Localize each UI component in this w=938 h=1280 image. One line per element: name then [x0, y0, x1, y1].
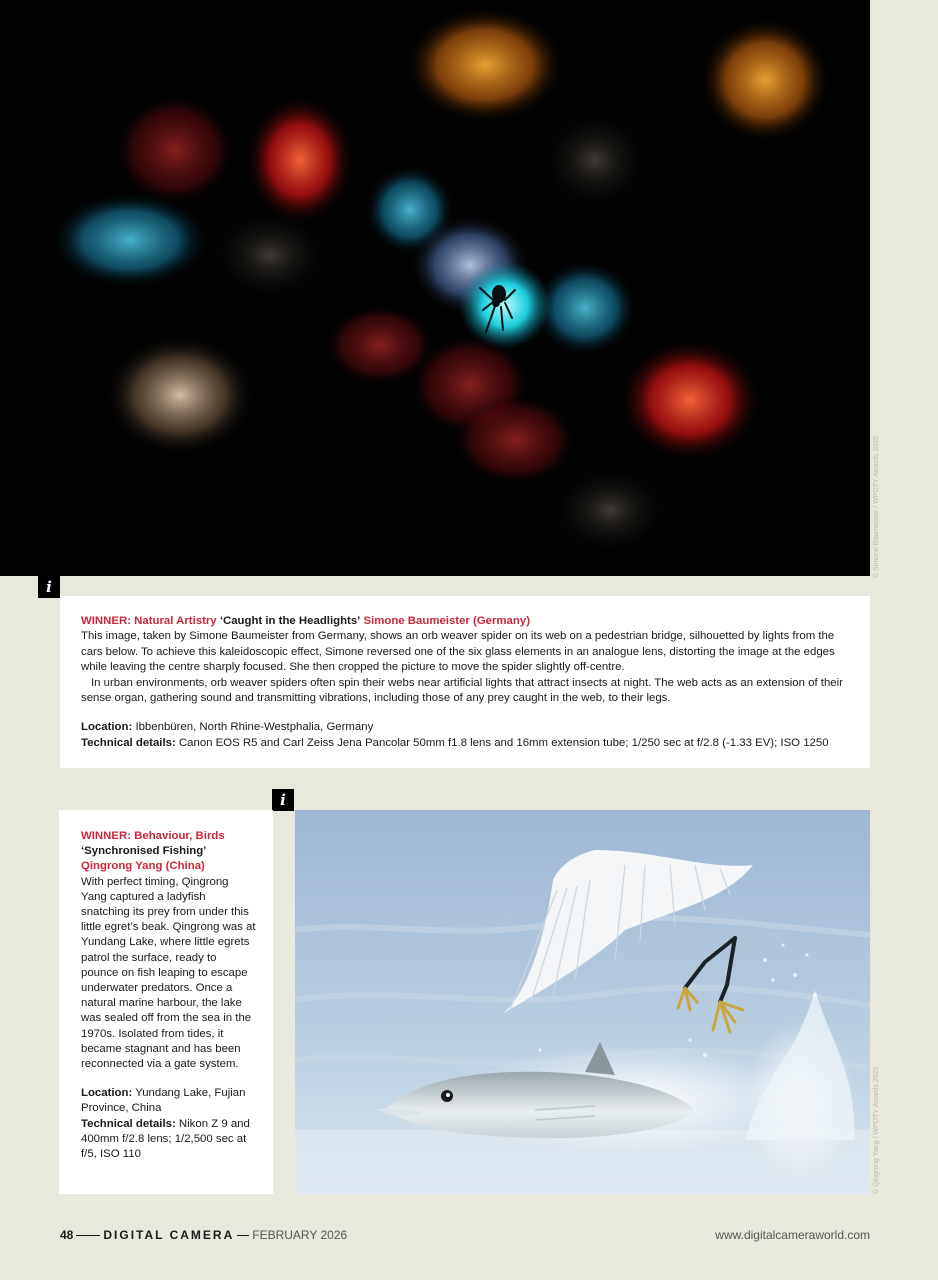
magazine-name: DIGITAL CAMERA — [103, 1228, 235, 1242]
divider — [237, 1235, 249, 1236]
technical-details-line — [81, 1117, 257, 1163]
location-line — [81, 720, 849, 735]
info-icon: i — [272, 789, 294, 811]
technical-label: Technical details: — [81, 1117, 176, 1130]
photo-credit-bottom: © Qingrong Yang / WPOTY Awards 2025 — [873, 1066, 880, 1194]
winner-category-label: WINNER: Behaviour, Birds — [81, 830, 225, 842]
divider — [76, 1235, 100, 1236]
image-title: ‘Caught in the Headlights’ — [219, 615, 361, 627]
location-label: Location: — [81, 721, 133, 734]
spider-headlights-photo — [0, 0, 870, 576]
info-icon: i — [38, 576, 60, 598]
location-value: Ibbenbüren, North Rhine-Westphalia, Germany — [135, 721, 374, 734]
location-value: Yundang Lake, Fujian Province, China — [81, 1087, 246, 1115]
technical-details-line — [81, 736, 849, 751]
technical-value: Nikon Z 9 and 400mm f/2.8 lens; 1/2,500 sec at f/5, ISO 110 — [81, 1117, 250, 1161]
winner-category-label: WINNER: Natural Artistry — [81, 615, 217, 627]
photo-credit-top: © Simone Baumeister / WPOTY Awards 2025 — [873, 436, 880, 578]
caption-headline — [81, 614, 849, 629]
caption-paragraph: In urban environments, orb weaver spiders often spin their webs near artificial lights that attract insects at night. The web acts as an extension of their sense organ, gathering sound and transmitting vibrations, including those of any prey caught in the web, to their legs. — [81, 676, 843, 705]
technical-value: Canon EOS R5 and Carl Zeiss Jena Pancolar 50mm f1.8 lens and 16mm extension tube; 1/250 sec at f/2.8 (-1.33 EV); ISO 1250 — [178, 736, 829, 749]
issue-date: FEBRUARY 2026 — [252, 1228, 348, 1242]
location-label: Location: — [81, 1087, 133, 1100]
caption-paragraph: With perfect timing, Qingrong Yang captured a ladyfish snatching its prey from under this little egret’s beak. Qingrong was at Yundang Lake, where little egrets patrol the surface, ready to pounce on fish leaping to escape underwater predators. Once a natural marine harbour, the lake was sealed off from the sea in the 1970s. Isolated from tides, it became stagnant and has been reconnected via a gate system. — [81, 875, 256, 1071]
location-line — [81, 1086, 257, 1116]
photographer-name: Qingrong Yang (China) — [81, 860, 205, 873]
egret-ladyfish-photo — [295, 810, 870, 1194]
website-url: www.digitalcameraworld.com — [715, 1228, 870, 1242]
page-footer-left — [60, 1228, 347, 1242]
caption-paragraph: This image, taken by Simone Baumeister from Germany, shows an orb weaver spider on its web on a pedestrian bridge, silhouetted by lights from the cars below. To achieve this kaleidoscopic effect, Simone reversed one of the six glass elements in an analogue lens, distorting the image at the edges while leaving the centre sharply focused. She then cropped the picture to move the spider slightly off-centre. — [81, 630, 835, 674]
caption-panel-bottom — [59, 810, 273, 1194]
image-title: ‘Synchronised Fishing’ — [81, 845, 207, 858]
caption-panel-top — [60, 596, 870, 768]
photographer-name: Simone Baumeister (Germany) — [363, 615, 530, 627]
page-number: 48 — [60, 1228, 74, 1242]
technical-label: Technical details: — [81, 736, 176, 749]
